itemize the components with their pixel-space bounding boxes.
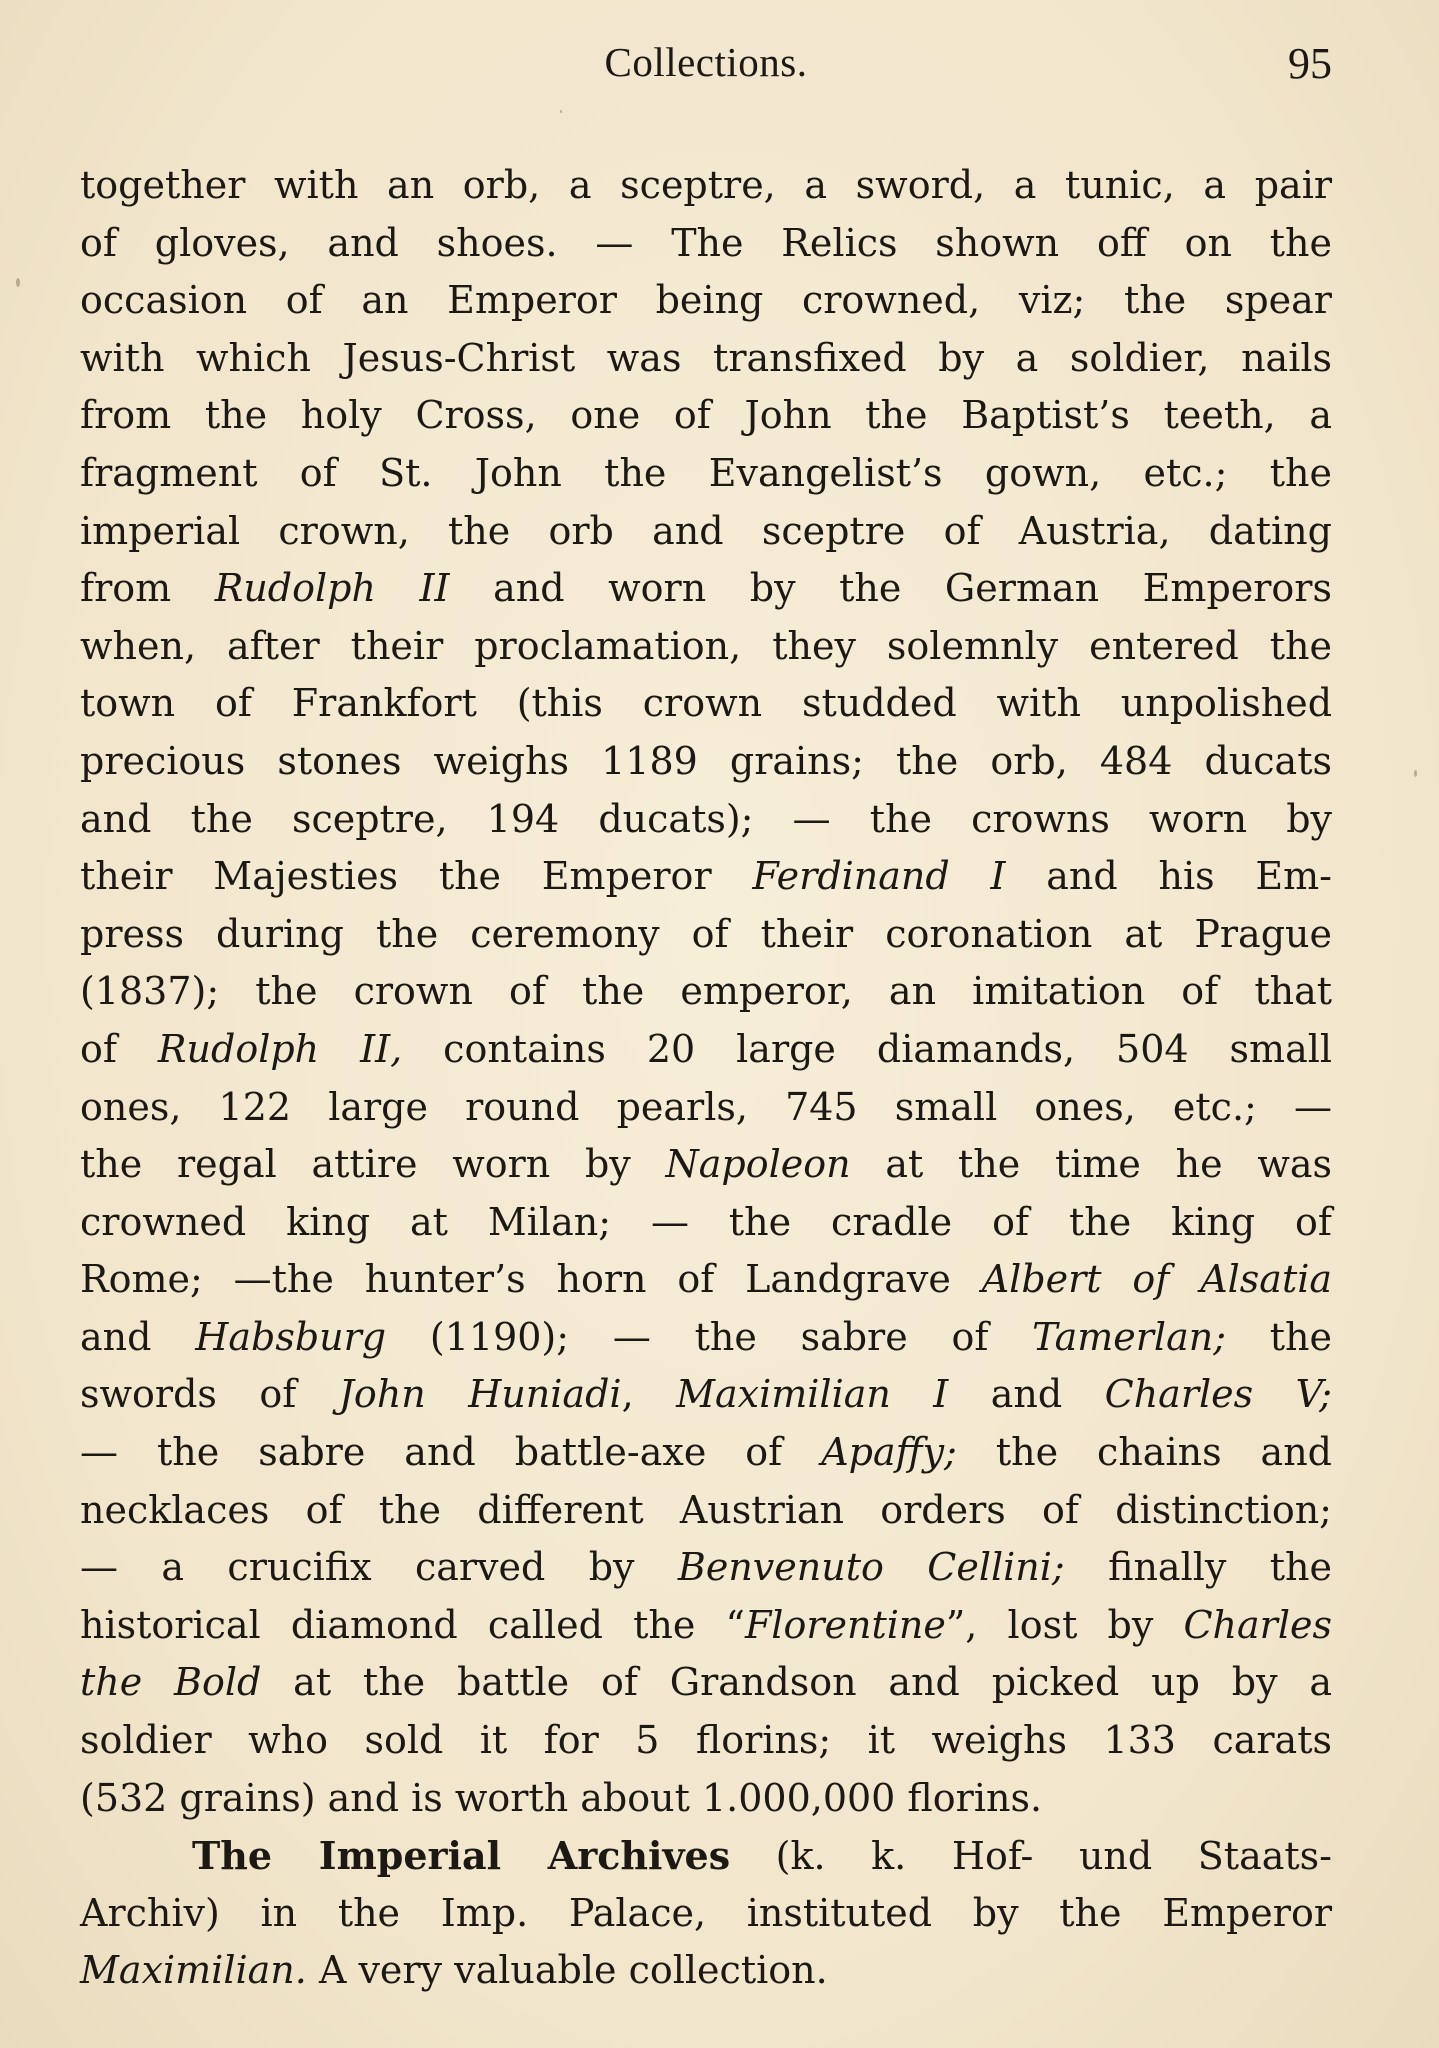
text-segment: together with an orb, a sceptre, a sword, a tunic, a pair: [80, 163, 1333, 207]
running-title: Collections.: [604, 39, 808, 85]
text-segment: necklaces of the different Austrian orders of distinction;: [80, 1487, 1332, 1532]
italic-text: Benvenuto Cellini;: [677, 1545, 1065, 1590]
text-line: [80, 1309, 1332, 1367]
text-segment: of gloves, and shoes. — The Relics shown off on the: [80, 220, 1333, 265]
text-line: [80, 1712, 1332, 1770]
text-segment: ,: [621, 1372, 677, 1417]
text-segment: and: [80, 1314, 196, 1359]
text-segment: historical diamond called the “: [80, 1602, 745, 1647]
text-segment: and the sceptre, 194 ducats); — the crowns worn by: [80, 796, 1333, 841]
text-line: [80, 503, 1332, 561]
text-line: [80, 272, 1332, 330]
italic-text: Maximilian I: [676, 1372, 949, 1417]
text-line: [80, 330, 1332, 388]
text-segment: swords of: [80, 1372, 339, 1417]
italic-text: Apaffy;: [821, 1430, 957, 1475]
page-header: [80, 38, 1332, 98]
text-line: [80, 1136, 1332, 1194]
text-line: [80, 1482, 1332, 1540]
text-segment: their Majesties the Emperor: [80, 854, 753, 899]
text-segment: Rome; —the hunter’s horn of Landgrave: [80, 1257, 982, 1302]
text-line: [80, 791, 1332, 849]
text-segment: and worn by the German Emperors: [449, 566, 1332, 611]
paper-speck: [560, 110, 562, 113]
text-line: [80, 1885, 1332, 1943]
text-segment: from: [80, 566, 215, 611]
paper-speck: [16, 278, 20, 287]
text-line: [80, 1424, 1332, 1482]
text-segment: (k. k. Hof- und Staats-: [730, 1834, 1333, 1879]
text-line: [80, 215, 1332, 273]
text-segment: contains 20 large diamands, 504 small: [402, 1026, 1333, 1071]
italic-text: the Bold: [80, 1660, 262, 1705]
text-segment: the chains and: [956, 1430, 1333, 1475]
text-segment: of: [80, 1026, 158, 1071]
italic-text: Rudolph II: [214, 566, 450, 611]
text-line: [80, 387, 1332, 445]
italic-text: Albert of Alsatia: [981, 1257, 1333, 1302]
italic-text: Florentine: [744, 1602, 946, 1647]
italic-text: Ferdinand I: [752, 854, 1006, 899]
text-segment: (532 grains) and is worth about 1.000,000 florins.: [80, 1775, 1043, 1820]
italic-text: Maximilian.: [80, 1948, 307, 1993]
text-line: [80, 618, 1332, 676]
text-line: [80, 906, 1332, 964]
text-line: [80, 733, 1332, 791]
text-segment: and his Em-: [1005, 854, 1332, 899]
text-line: [80, 1654, 1332, 1712]
text-line: [80, 1194, 1332, 1252]
text-segment: ”, lost by: [945, 1602, 1184, 1647]
body-text: [80, 157, 1332, 2000]
text-segment: — the sabre and battle-axe of: [80, 1430, 822, 1475]
italic-text: John Huniadi: [338, 1372, 622, 1417]
text-segment: crowned king at Milan; — the cradle of the king of: [80, 1199, 1332, 1244]
text-line: [80, 848, 1332, 906]
text-line: [80, 1827, 1332, 1885]
italic-text: Napoleon: [665, 1142, 851, 1187]
text-segment: the: [1226, 1314, 1332, 1359]
text-segment: fragment of St. John the Evangelist’s gown, etc.; the: [80, 450, 1332, 495]
text-segment: ones, 122 large round pearls, 745 small ones, etc.; —: [80, 1084, 1332, 1129]
italic-text: Rudolph II,: [157, 1026, 403, 1071]
text-segment: — a crucifix carved by: [80, 1545, 678, 1590]
text-segment: from the holy Cross, one of John the Baptist’s teeth, a: [80, 393, 1333, 438]
text-line: [80, 1366, 1332, 1424]
text-segment: occasion of an Emperor being crowned, viz; the spear: [80, 278, 1332, 323]
text-segment: precious stones weighs 1189 grains; the orb, 484 ducats: [80, 738, 1332, 783]
text-segment: town of Frankfort (this crown studded with unpolished: [80, 681, 1333, 726]
text-line: [80, 157, 1332, 215]
text-line: [80, 445, 1332, 503]
text-line: [80, 1079, 1332, 1137]
italic-text: Charles V;: [1104, 1372, 1332, 1417]
text-segment: and: [948, 1372, 1105, 1417]
text-segment: (1190); — the sabre of: [386, 1314, 1033, 1359]
paper-speck: [1414, 770, 1417, 777]
italic-text: Tamerlan;: [1032, 1314, 1226, 1359]
text-segment: (1837); the crown of the emperor, an imitation of that: [80, 969, 1333, 1014]
text-line: [80, 963, 1332, 1021]
text-segment: the regal attire worn by: [80, 1142, 666, 1187]
text-segment: with which Jesus-Christ was transfixed by a soldier, nails: [80, 335, 1333, 380]
text-line: [80, 1539, 1332, 1597]
bold-heading-text: The Imperial Archives: [192, 1833, 731, 1879]
text-line: [80, 1770, 1332, 1828]
italic-text: Charles: [1183, 1602, 1332, 1647]
text-segment: A very valuable collection.: [306, 1948, 828, 1993]
text-line: [80, 1021, 1332, 1079]
text-segment: at the time he was: [850, 1142, 1333, 1187]
text-segment: when, after their proclamation, they solemnly entered the: [80, 623, 1333, 668]
text-line: [80, 675, 1332, 733]
text-line: [80, 1942, 1332, 2000]
text-line: [80, 1251, 1332, 1309]
page-number: 95: [1288, 39, 1332, 88]
text-segment: soldier who sold it for 5 florins; it weighs 133 carats: [80, 1718, 1332, 1763]
text-segment: press during the ceremony of their coronation at Prague: [80, 911, 1333, 956]
text-line: [80, 560, 1332, 618]
text-segment: Archiv) in the Imp. Palace, instituted by the Emperor: [80, 1890, 1333, 1935]
italic-text: Habsburg: [195, 1314, 387, 1359]
text-segment: at the battle of Grandson and picked up by a: [261, 1660, 1333, 1705]
text-segment: finally the: [1064, 1545, 1332, 1590]
text-segment: imperial crown, the orb and sceptre of Austria, dating: [80, 508, 1332, 553]
text-line: [80, 1597, 1332, 1655]
